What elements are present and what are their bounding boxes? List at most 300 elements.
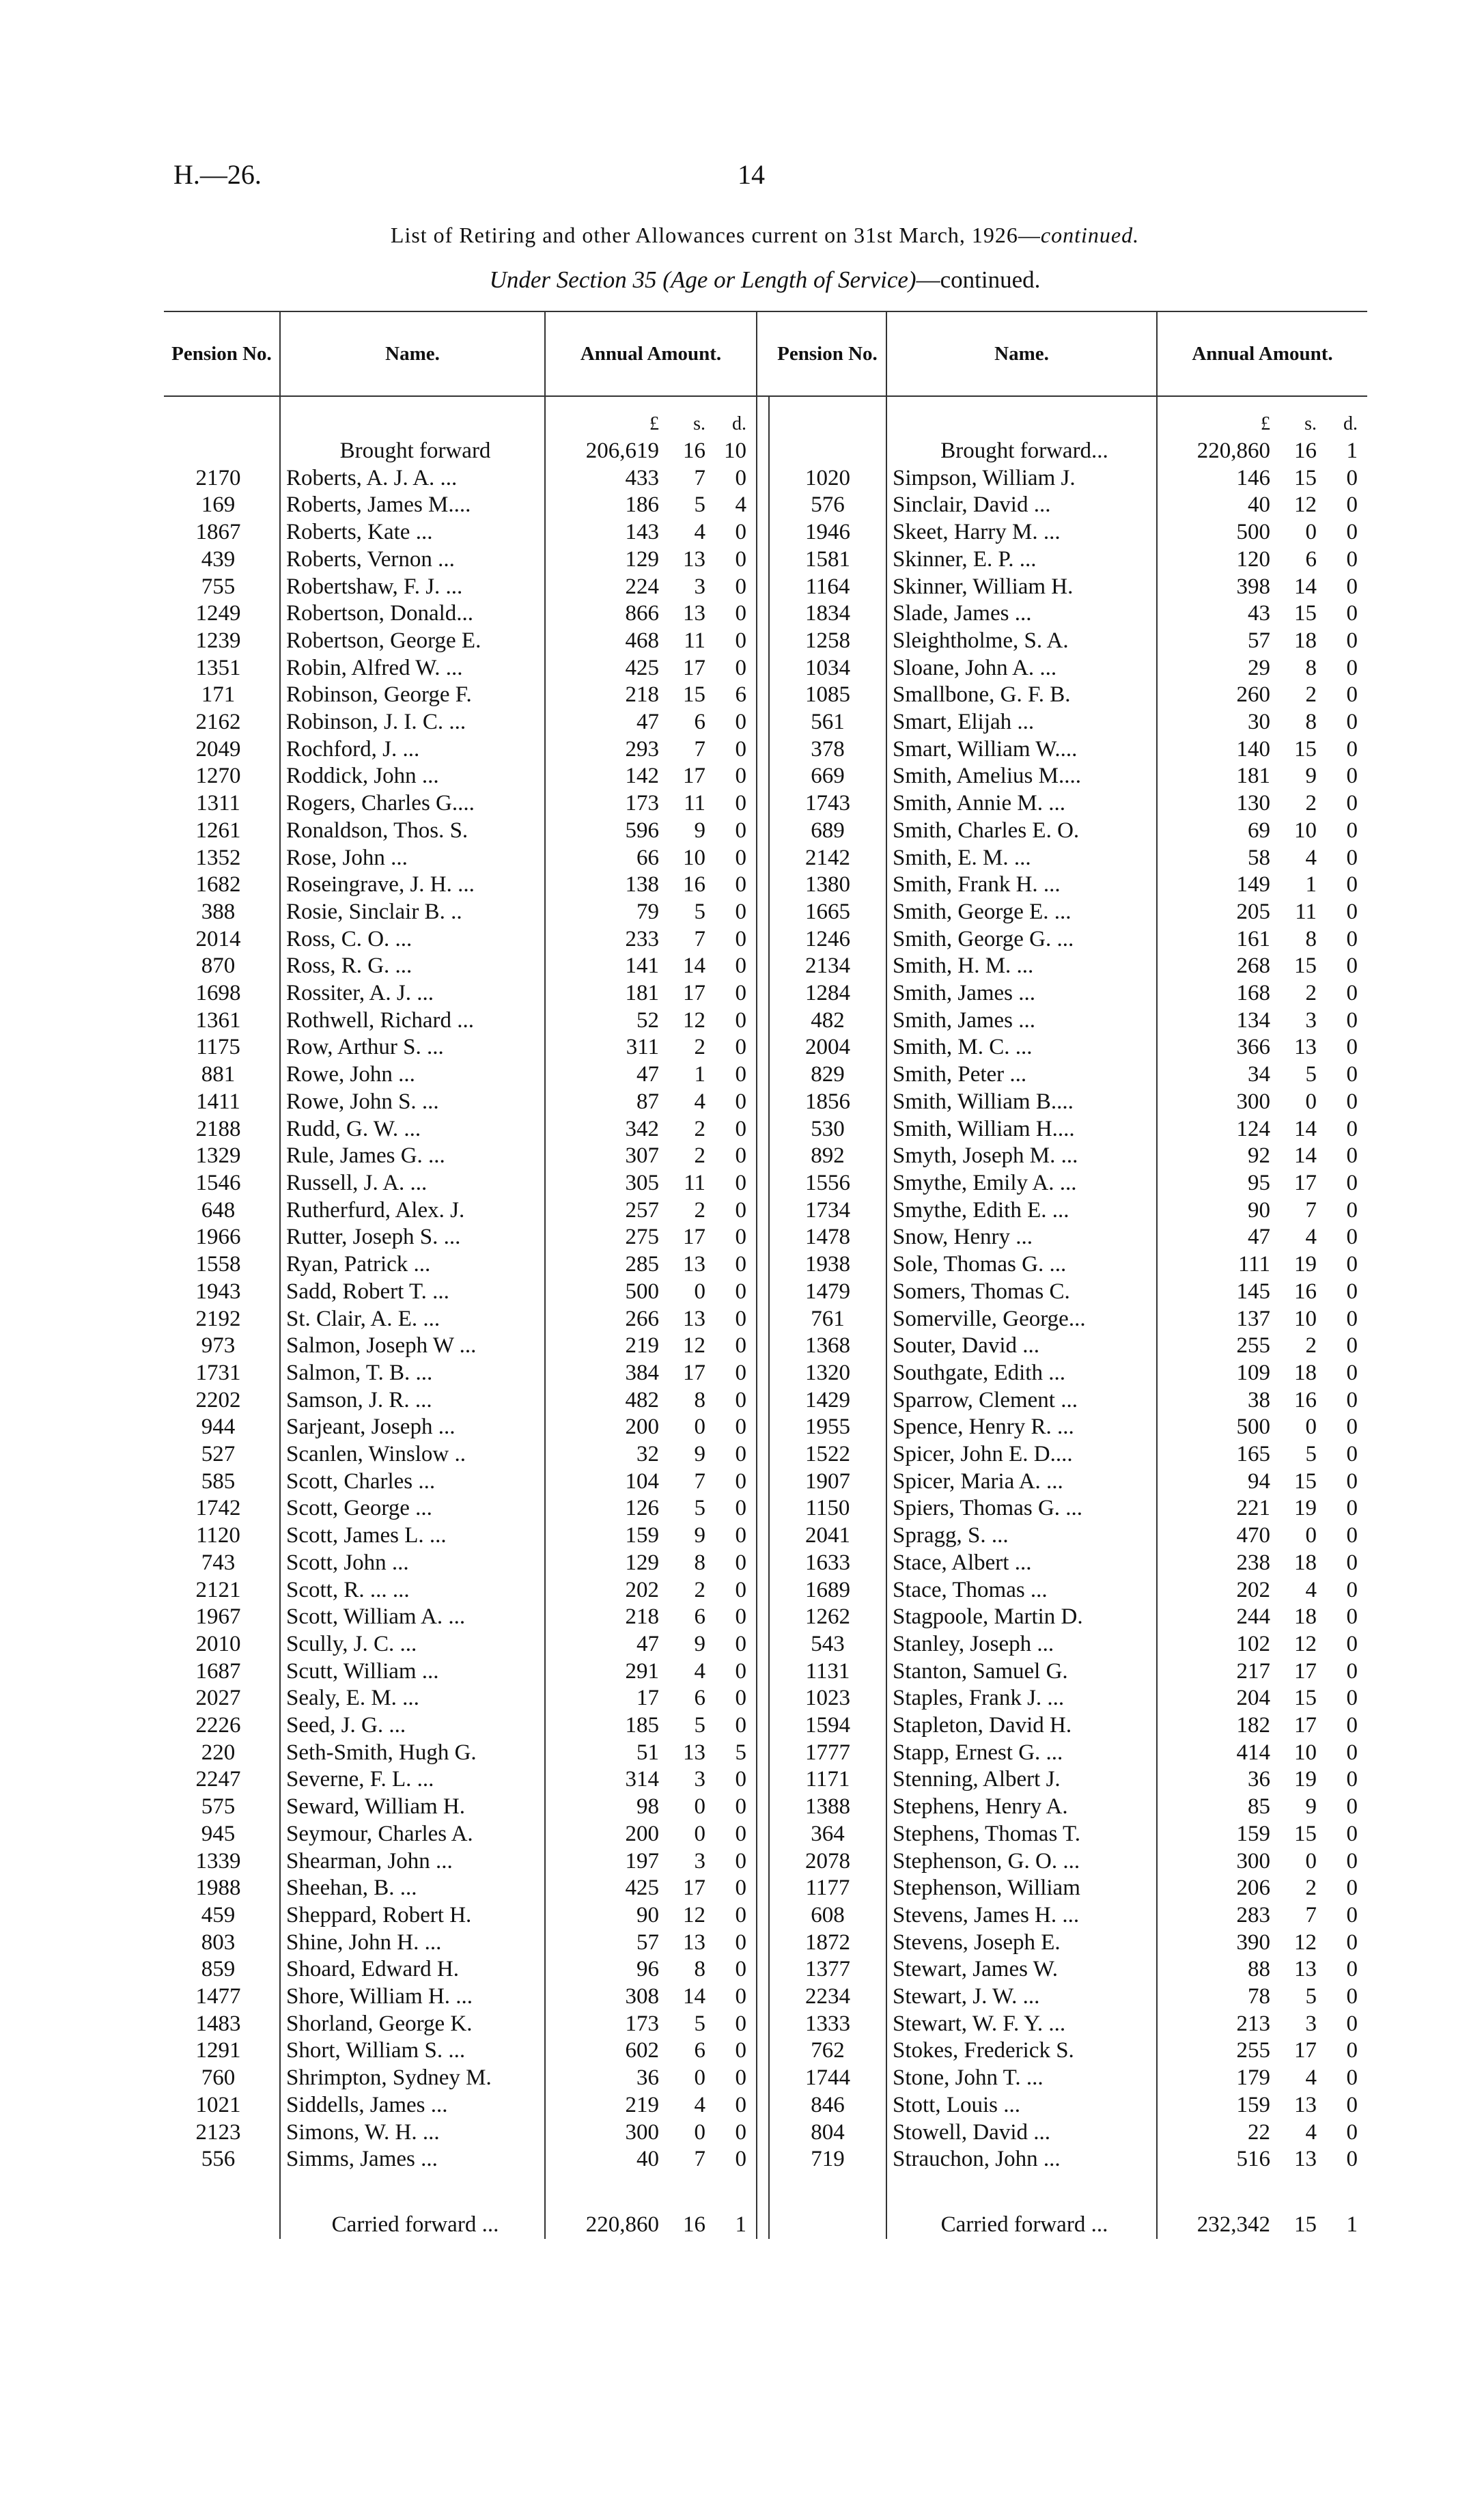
left-pounds: 173 (625, 791, 659, 816)
right-name: Sinclair, David ... (886, 492, 1157, 519)
left-name: Scott, James L. ... (280, 1522, 545, 1550)
right-pension-no: 689 (769, 818, 886, 845)
left-shillings: 17 (683, 655, 705, 680)
right-shillings: 1 (1305, 872, 1317, 897)
left-pounds: 218 (625, 1604, 659, 1630)
bf-pence-right: 1 (1346, 438, 1358, 463)
left-name: Scott, George ... (280, 1495, 545, 1522)
right-pounds: 38 (1248, 1387, 1270, 1412)
left-annual-amount (545, 1387, 757, 1415)
right-shillings: 10 (1294, 1740, 1317, 1765)
column-divider (757, 872, 769, 899)
left-annual-amount (545, 1360, 757, 1387)
right-annual-amount (1157, 1794, 1367, 1821)
right-shillings: 17 (1294, 1713, 1317, 1738)
right-name: Smith, H. M. ... (886, 953, 1157, 980)
right-annual-amount (1157, 872, 1367, 899)
column-divider (757, 818, 769, 845)
right-shillings: 3 (1305, 2011, 1317, 2036)
table-row (164, 1658, 1367, 1686)
table-row (164, 845, 1367, 872)
left-pence: 0 (735, 791, 746, 816)
right-name: Smith, Charles E. O. (886, 818, 1157, 845)
column-divider (757, 1712, 769, 1740)
right-pension-no: 2004 (769, 1034, 886, 1061)
left-annual-amount (545, 736, 757, 764)
left-pence: 0 (735, 1496, 746, 1521)
left-shillings: 2 (694, 1577, 705, 1602)
right-pence: 0 (1346, 1740, 1358, 1765)
table-row (164, 1251, 1367, 1279)
right-pence: 0 (1346, 1984, 1358, 2009)
right-name: Stapp, Ernest G. ... (886, 1740, 1157, 1767)
column-divider (757, 1685, 769, 1712)
right-name: Strauchon, John ... (886, 2146, 1157, 2173)
table-row (164, 1956, 1367, 1983)
left-pension-no: 1477 (195, 1984, 241, 2009)
column-divider (757, 2037, 769, 2065)
left-pension-no: 1943 (195, 1279, 241, 1304)
column-divider (757, 1848, 769, 1876)
right-pence: 0 (1346, 1116, 1358, 1141)
column-divider (757, 1658, 769, 1686)
left-pence: 0 (735, 1170, 746, 1195)
right-pounds: 213 (1236, 2011, 1270, 2036)
left-annual-amount (545, 1522, 757, 1550)
left-name: Scanlen, Winslow .. (280, 1441, 545, 1468)
left-pounds: 57 (636, 1930, 659, 1955)
table-row (164, 1034, 1367, 1061)
left-shillings: 6 (694, 1604, 705, 1630)
left-pension-no: 1329 (195, 1143, 241, 1169)
unit-shillings: s. (693, 413, 705, 435)
left-annual-amount (545, 2092, 757, 2119)
right-shillings: 7 (1305, 1902, 1317, 1927)
left-name: Rutherfurd, Alex. J. (280, 1197, 545, 1225)
left-name: Roseingrave, J. H. ... (280, 872, 545, 899)
left-pounds: 185 (625, 1713, 659, 1738)
right-name: Smith, M. C. ... (886, 1034, 1157, 1061)
left-annual-amount (545, 1875, 757, 1902)
right-name: Stewart, J. W. ... (886, 1983, 1157, 2011)
left-pounds: 384 (625, 1360, 659, 1385)
subtitle-section: Under Section 35 (Age or Length of Service) (489, 266, 916, 293)
right-pension-no: 1020 (769, 465, 886, 492)
left-name: Ronaldson, Thos. S. (280, 818, 545, 845)
right-name: Skinner, E. P. ... (886, 546, 1157, 574)
right-pounds: 283 (1236, 1902, 1270, 1927)
column-divider (757, 899, 769, 926)
right-pension-no: 1955 (769, 1414, 886, 1441)
left-pension-no: 2170 (195, 465, 241, 490)
table-row (164, 1902, 1367, 1930)
left-pounds: 52 (636, 1007, 659, 1033)
right-name: Smith, James ... (886, 980, 1157, 1007)
left-shillings: 9 (694, 1523, 705, 1548)
left-name: Sadd, Robert T. ... (280, 1279, 545, 1306)
left-annual-amount (545, 926, 757, 953)
right-annual-amount (1157, 1306, 1367, 1333)
right-pension-no: 1333 (769, 2011, 886, 2038)
right-pounds: 161 (1236, 926, 1270, 951)
left-pounds: 142 (625, 764, 659, 789)
right-pence: 0 (1346, 2011, 1358, 2036)
right-pounds: 366 (1236, 1035, 1270, 1060)
left-pence: 0 (735, 2038, 746, 2063)
left-name: Simms, James ... (280, 2146, 545, 2173)
left-pension-no: 755 (201, 574, 236, 599)
right-pence: 0 (1346, 845, 1358, 870)
right-shillings: 9 (1305, 764, 1317, 789)
left-pence: 0 (735, 736, 746, 762)
right-shillings: 13 (1294, 2147, 1317, 2172)
right-pence: 0 (1346, 465, 1358, 490)
header-pension-no-left: Pension No. (164, 311, 280, 396)
right-pence: 0 (1346, 1442, 1358, 1467)
right-name: Snow, Henry ... (886, 1224, 1157, 1251)
left-pence: 0 (735, 764, 746, 789)
right-pension-no: 1938 (769, 1251, 886, 1279)
left-pounds: 311 (626, 1035, 659, 1060)
right-pence: 0 (1346, 1794, 1358, 1820)
left-annual-amount (545, 1061, 757, 1089)
table-row (164, 1468, 1367, 1496)
right-pension-no: 1689 (769, 1577, 886, 1604)
left-annual-amount (545, 1116, 757, 1143)
right-annual-amount (1157, 818, 1367, 845)
left-pounds: 47 (636, 1631, 659, 1656)
left-pension-no: 169 (201, 492, 236, 518)
table-body (164, 396, 1367, 2173)
left-shillings: 7 (694, 926, 705, 951)
right-pension-no: 1150 (769, 1495, 886, 1522)
left-pension-no: 171 (201, 682, 236, 708)
right-shillings: 14 (1294, 1116, 1317, 1141)
right-pence: 0 (1346, 546, 1358, 572)
header-name-left: Name. (280, 311, 545, 396)
right-name: Smith, Peter ... (886, 1061, 1157, 1089)
left-pounds: 200 (625, 1821, 659, 1846)
left-pension-no: 585 (201, 1468, 236, 1494)
right-shillings: 19 (1294, 1767, 1317, 1792)
table-row (164, 1224, 1367, 1251)
right-pounds: 47 (1248, 1225, 1270, 1250)
left-shillings: 13 (683, 601, 705, 626)
right-shillings: 19 (1294, 1252, 1317, 1277)
left-pension-no: 870 (201, 953, 236, 979)
right-pension-no: 1368 (769, 1333, 886, 1360)
right-shillings: 5 (1305, 1442, 1317, 1467)
left-name: Row, Arthur S. ... (280, 1034, 545, 1061)
left-annual-amount (545, 1930, 757, 1957)
right-name: Smith, George E. ... (886, 899, 1157, 926)
left-name: Scott, Charles ... (280, 1468, 545, 1496)
right-pension-no: 1743 (769, 790, 886, 818)
left-name: Russell, J. A. ... (280, 1170, 545, 1197)
right-pension-no: 530 (769, 1116, 886, 1143)
left-name: Rossiter, A. J. ... (280, 980, 545, 1007)
left-shillings: 5 (694, 899, 705, 924)
left-pence: 0 (735, 2011, 746, 2036)
document-reference: H.—26. (173, 159, 262, 190)
right-pension-no: 1380 (769, 872, 886, 899)
right-pension-no: 846 (769, 2092, 886, 2119)
right-pounds: 145 (1236, 1279, 1270, 1304)
left-pounds: 285 (625, 1252, 659, 1277)
table-row (164, 1116, 1367, 1143)
right-pounds: 130 (1236, 791, 1270, 816)
right-pence: 0 (1346, 601, 1358, 626)
left-name: Roberts, Vernon ... (280, 546, 545, 574)
left-pence: 0 (735, 1360, 746, 1385)
left-name: Rowe, John S. ... (280, 1089, 545, 1116)
right-name: Stenning, Albert J. (886, 1766, 1157, 1794)
right-shillings: 18 (1294, 1360, 1317, 1385)
right-annual-amount (1157, 628, 1367, 655)
left-pension-no: 2162 (195, 710, 241, 735)
left-pence: 0 (735, 899, 746, 924)
left-pounds: 36 (636, 2065, 659, 2091)
left-pounds: 482 (625, 1387, 659, 1412)
right-pension-no: 1777 (769, 1740, 886, 1767)
right-annual-amount (1157, 980, 1367, 1007)
left-shillings: 7 (694, 465, 705, 490)
right-pension-no: 1907 (769, 1468, 886, 1496)
column-divider (757, 1468, 769, 1496)
right-pence: 0 (1346, 520, 1358, 545)
left-shillings: 0 (694, 2065, 705, 2091)
left-pence: 0 (735, 1306, 746, 1331)
left-pounds: 143 (625, 520, 659, 545)
bf-shillings-right: 16 (1294, 438, 1317, 463)
left-name: Rogers, Charles G.... (280, 790, 545, 818)
left-shillings: 5 (694, 492, 705, 518)
right-pounds: 34 (1248, 1062, 1270, 1087)
column-divider (757, 1983, 769, 2011)
left-pension-no: 2027 (195, 1686, 241, 1711)
right-annual-amount (1157, 763, 1367, 790)
right-pence: 0 (1346, 1848, 1358, 1874)
left-name: Shine, John H. ... (280, 1930, 545, 1957)
left-pence: 0 (735, 574, 746, 599)
right-name: Spicer, Maria A. ... (886, 1468, 1157, 1496)
left-pension-no: 1120 (196, 1523, 240, 1548)
right-pension-no: 561 (769, 709, 886, 736)
right-pounds: 238 (1236, 1550, 1270, 1575)
table-row (164, 2065, 1367, 2092)
right-pounds: 516 (1236, 2147, 1270, 2172)
left-name: Ross, R. G. ... (280, 953, 545, 980)
right-pension-no: 1164 (769, 574, 886, 601)
header-amount-left: Annual Amount. (545, 311, 757, 396)
left-pension-no: 1867 (195, 520, 241, 545)
column-divider (757, 1902, 769, 1930)
column-divider (757, 465, 769, 492)
left-pounds: 104 (625, 1468, 659, 1494)
left-pension-no: 743 (201, 1550, 236, 1575)
left-shillings: 15 (683, 682, 705, 708)
right-pence: 0 (1346, 1468, 1358, 1494)
left-pence: 0 (735, 1035, 746, 1060)
right-pence: 0 (1346, 1686, 1358, 1711)
right-shillings: 13 (1294, 1957, 1317, 1982)
right-name: Smart, Elijah ... (886, 709, 1157, 736)
left-shillings: 5 (694, 1713, 705, 1738)
left-name: Roberts, Kate ... (280, 519, 545, 546)
left-pension-no: 2226 (195, 1713, 241, 1738)
table-row (164, 682, 1367, 709)
left-shillings: 7 (694, 1468, 705, 1494)
right-name: Stephens, Henry A. (886, 1794, 1157, 1821)
table-row (164, 872, 1367, 899)
left-shillings: 12 (683, 1902, 705, 1927)
right-pounds: 94 (1248, 1468, 1270, 1494)
right-annual-amount (1157, 1875, 1367, 1902)
right-pence: 0 (1346, 710, 1358, 735)
right-name: Spence, Henry R. ... (886, 1414, 1157, 1441)
left-name: Scutt, William ... (280, 1658, 545, 1686)
cf-shillings-left: 16 (683, 2212, 705, 2238)
right-pence: 0 (1346, 1197, 1358, 1223)
left-shillings: 6 (694, 710, 705, 735)
right-pence: 0 (1346, 736, 1358, 762)
right-pounds: 22 (1248, 2119, 1270, 2145)
left-shillings: 9 (694, 1631, 705, 1656)
right-annual-amount (1157, 1116, 1367, 1143)
left-shillings: 17 (683, 764, 705, 789)
left-annual-amount (545, 1956, 757, 1983)
left-pence: 0 (735, 1089, 746, 1114)
right-pension-no: 1377 (769, 1956, 886, 1983)
left-shillings: 2 (694, 1197, 705, 1223)
right-annual-amount (1157, 1956, 1367, 1983)
right-shillings: 4 (1305, 2119, 1317, 2145)
left-pounds: 87 (636, 1089, 659, 1114)
left-name: Shearman, John ... (280, 1848, 545, 1876)
right-shillings: 17 (1294, 1658, 1317, 1684)
right-annual-amount (1157, 1089, 1367, 1116)
left-annual-amount (545, 1089, 757, 1116)
right-shillings: 15 (1294, 1686, 1317, 1711)
left-pence: 0 (735, 1577, 746, 1602)
left-name: Shorland, George K. (280, 2011, 545, 2038)
right-pounds: 40 (1248, 492, 1270, 518)
right-annual-amount (1157, 1360, 1367, 1387)
cf-pence-left: 1 (735, 2212, 746, 2238)
left-pension-no: 1731 (195, 1360, 241, 1385)
left-pence: 0 (735, 1116, 746, 1141)
right-pounds: 181 (1236, 764, 1270, 789)
right-annual-amount (1157, 845, 1367, 872)
left-pension-no: 1291 (195, 2038, 241, 2063)
left-annual-amount (545, 2037, 757, 2065)
table-row (164, 1089, 1367, 1116)
right-shillings: 2 (1305, 682, 1317, 708)
right-annual-amount (1157, 465, 1367, 492)
right-shillings: 0 (1305, 1089, 1317, 1114)
left-annual-amount (545, 1821, 757, 1848)
left-name: Rutter, Joseph S. ... (280, 1224, 545, 1251)
left-name: Shrimpton, Sydney M. (280, 2065, 545, 2092)
left-pence: 0 (735, 1415, 746, 1440)
left-shillings: 3 (694, 574, 705, 599)
left-annual-amount (545, 600, 757, 628)
right-pounds: 102 (1236, 1631, 1270, 1656)
right-shillings: 5 (1305, 1984, 1317, 2009)
left-name: Siddells, James ... (280, 2092, 545, 2119)
right-pounds: 69 (1248, 818, 1270, 843)
right-annual-amount (1157, 1902, 1367, 1930)
left-pension-no: 973 (201, 1333, 236, 1359)
right-pension-no: 892 (769, 1143, 886, 1170)
left-pension-no: 2192 (195, 1306, 241, 1331)
left-annual-amount (545, 2011, 757, 2038)
left-pounds: 266 (625, 1306, 659, 1331)
left-shillings: 14 (683, 953, 705, 979)
right-pence: 0 (1346, 1550, 1358, 1575)
right-pounds: 159 (1236, 1821, 1270, 1846)
right-shillings: 2 (1305, 981, 1317, 1006)
right-shillings: 9 (1305, 1794, 1317, 1820)
left-shillings: 13 (683, 1252, 705, 1277)
column-divider (757, 1821, 769, 1848)
left-pence: 0 (735, 655, 746, 680)
left-name: Roddick, John ... (280, 763, 545, 790)
units-row (164, 396, 1367, 438)
left-pounds: 47 (636, 1062, 659, 1087)
left-pension-no: 2014 (195, 926, 241, 951)
right-shillings: 19 (1294, 1496, 1317, 1521)
left-name: Seymour, Charles A. (280, 1821, 545, 1848)
left-pence: 0 (735, 818, 746, 843)
right-pence: 0 (1346, 818, 1358, 843)
table-row (164, 1333, 1367, 1360)
right-pension-no: 1633 (769, 1550, 886, 1577)
right-name: Stowell, David ... (886, 2119, 1157, 2147)
right-annual-amount (1157, 2092, 1367, 2119)
left-name: Severne, F. L. ... (280, 1766, 545, 1794)
table-row (164, 519, 1367, 546)
right-pension-no: 364 (769, 1821, 886, 1848)
right-annual-amount (1157, 2011, 1367, 2038)
table-row (164, 1387, 1367, 1415)
left-annual-amount (545, 1495, 757, 1522)
right-name: Stephenson, G. O. ... (886, 1848, 1157, 1876)
left-pence: 0 (735, 1631, 746, 1656)
right-pension-no: 2142 (769, 845, 886, 872)
left-pension-no: 2247 (195, 1767, 241, 1792)
left-name: Sheehan, B. ... (280, 1875, 545, 1902)
left-pence: 0 (735, 1523, 746, 1548)
right-shillings: 13 (1294, 2092, 1317, 2117)
right-pension-no: 1856 (769, 1089, 886, 1116)
right-pension-no: 2134 (769, 953, 886, 980)
column-divider (757, 1360, 769, 1387)
right-shillings: 11 (1295, 899, 1317, 924)
left-pension-no: 1966 (195, 1225, 241, 1250)
left-shillings: 2 (694, 1143, 705, 1169)
left-shillings: 13 (683, 1740, 705, 1765)
right-pence: 0 (1346, 899, 1358, 924)
right-pounds: 149 (1236, 872, 1270, 897)
left-pence: 0 (735, 845, 746, 870)
right-pounds: 137 (1236, 1306, 1270, 1331)
right-shillings: 15 (1294, 736, 1317, 762)
right-pounds: 255 (1236, 2038, 1270, 2063)
left-pence: 0 (735, 1007, 746, 1033)
right-pension-no: 1522 (769, 1441, 886, 1468)
right-pension-no: 1171 (769, 1766, 886, 1794)
